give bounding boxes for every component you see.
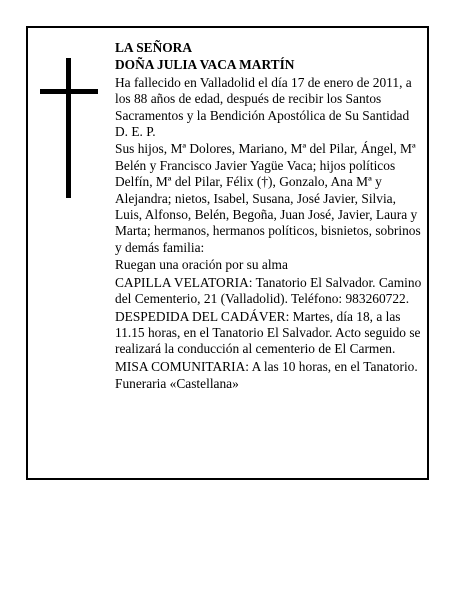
mass-details: MISA COMUNITARIA: A las 10 horas, en el Tanatorio. bbox=[115, 358, 418, 374]
cross-horizontal-bar bbox=[40, 89, 98, 94]
farewell-details: DESPEDIDA DEL CADÁVER: Martes, día 18, a las 11.15 horas, en el Tanatorio El Salvador. Acto seguido se realizará la conducción al cementerio de El Carmen. bbox=[115, 308, 421, 357]
notice-text bbox=[115, 40, 423, 394]
family-paragraph: Sus hijos, Mª Dolores, Mariano, Mª del Pilar, Ángel, Mª Belén y Francisco Javier Yagüe Vaca; hijos políticos Delfín, Mª del Pilar, Félix (†), Gonzalo, Ana Mª y Alejandra; nietos, Isabel, Susana, José Javier, Silvia, Luis, Alfonso, Belén, Begoña, Juan José, Javier, Laura y Marta; hermanos, hermanos políticos, bisnietos, sobrinos y demás familia: bbox=[115, 141, 421, 255]
wake-details: CAPILLA VELATORIA: Tanatorio El Salvador. Camino del Cementerio, 21 (Valladolid). Teléfono: 983260722. bbox=[115, 274, 422, 307]
funeral-home: Funeraria «Castellana» bbox=[115, 376, 239, 392]
obituary-notice bbox=[26, 26, 429, 480]
title-line-2: DOÑA JULIA VACA MARTÍN bbox=[115, 57, 295, 73]
cross-icon bbox=[40, 58, 98, 198]
prayer-request: Ruegan una oración por su alma bbox=[115, 257, 288, 273]
title-line-1: LA SEÑORA bbox=[115, 40, 193, 55]
cross-vertical-bar bbox=[66, 58, 71, 198]
announcement-paragraph: Ha fallecido en Valladolid el día 17 de enero de 2011, a los 88 años de edad, después de recibir los Santos Sacramentos y la Bendición Apostólica de Su Santidad D. E. P. bbox=[115, 74, 412, 140]
